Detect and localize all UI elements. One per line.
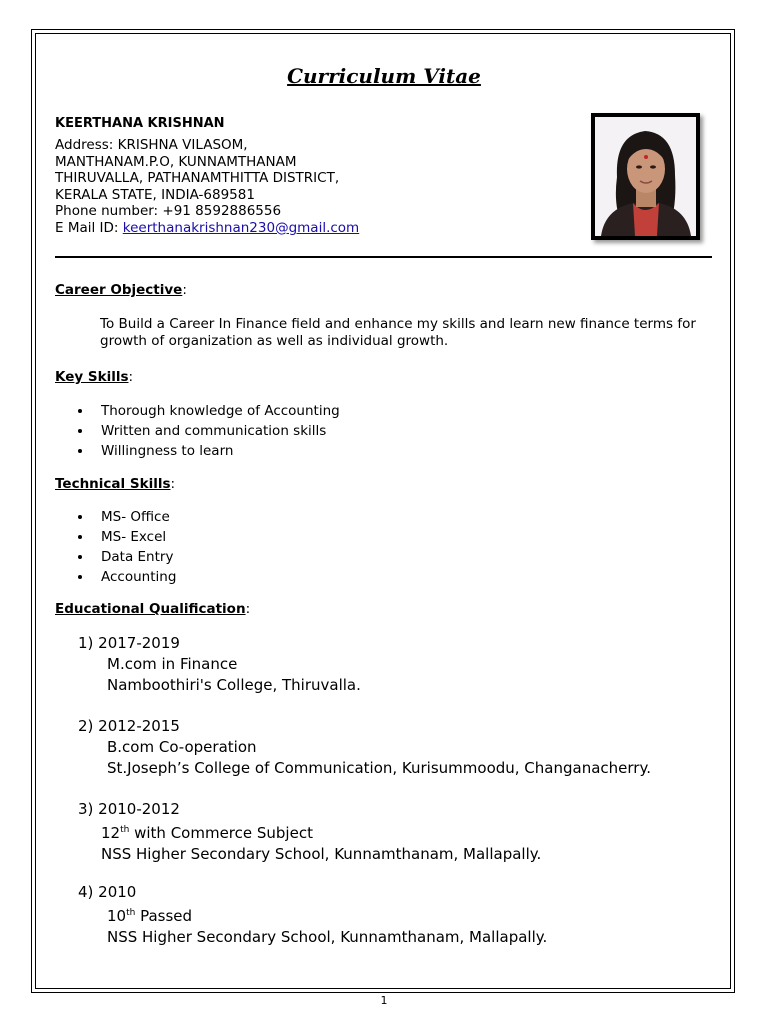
education-period: 2) 2012-2015	[78, 717, 180, 735]
key-skills-heading: Key Skills:	[55, 369, 134, 385]
education-degree: 10th Passed	[107, 907, 193, 925]
education-institution: St.Joseph’s College of Communication, Kurisummoodu, Changanacherry.	[107, 759, 651, 777]
contact-block	[55, 137, 359, 237]
list-item: Thorough knowledge of Accounting	[55, 401, 340, 421]
header-divider	[55, 256, 712, 258]
technical-skills-heading: Technical Skills:	[55, 476, 176, 492]
bullet-icon	[78, 429, 82, 433]
list-item: Willingness to learn	[55, 441, 340, 461]
list-item: Data Entry	[55, 547, 176, 567]
bullet-icon	[78, 535, 82, 539]
education-entry-4	[78, 882, 547, 948]
phone-number: Phone number: +91 8592886556	[55, 203, 282, 220]
profile-photo-image	[595, 117, 696, 236]
education-institution: NSS Higher Secondary School, Kunnamthanam, Mallapally.	[107, 928, 548, 946]
bullet-icon	[78, 449, 82, 453]
education-institution: Namboothiri's College, Thiruvalla.	[107, 676, 361, 694]
education-period: 1) 2017-2019	[78, 634, 180, 652]
bullet-icon	[78, 409, 82, 413]
address-line-1: Address: KRISHNA VILASOM,	[55, 137, 248, 153]
email-link[interactable]: keerthanakrishnan230@gmail.com	[122, 219, 360, 236]
address-line-2: MANTHANAM.P.O, KUNNAMTHANAM	[55, 153, 297, 170]
education-entry-1	[78, 633, 361, 696]
list-item: MS- Office	[55, 507, 176, 527]
bullet-icon	[78, 515, 82, 519]
bullet-icon	[78, 575, 82, 579]
technical-skills-list	[55, 507, 176, 587]
education-heading: Educational Qualification:	[55, 601, 251, 617]
career-objective-heading: Career Objective:	[55, 282, 187, 298]
email-label: E Mail ID:	[55, 219, 123, 236]
list-item: MS- Excel	[55, 527, 176, 547]
bullet-icon	[78, 555, 82, 559]
candidate-name: KEERTHANA KRISHNAN	[55, 116, 225, 131]
education-institution: NSS Higher Secondary School, Kunnamthanam, Mallapally.	[101, 845, 542, 863]
education-degree: B.com Co-operation	[107, 738, 257, 756]
key-skills-list	[55, 401, 340, 461]
address-line-4: KERALA STATE, INDIA-689581	[55, 186, 255, 203]
education-degree: M.com in Finance	[107, 655, 238, 673]
education-degree: 12th with Commerce Subject	[101, 824, 313, 842]
list-item: Written and communication skills	[55, 421, 340, 441]
profile-photo	[591, 113, 700, 240]
address-line-3: THIRUVALLA, PATHANAMTHITTA DISTRICT,	[55, 170, 340, 187]
education-entry-3	[78, 799, 541, 865]
career-objective-text: To Build a Career In Finance field and enhance my skills and learn new finance terms for growth of organization as well as individual growth.	[100, 316, 696, 349]
email-line	[55, 220, 359, 237]
page-number: 1	[380, 994, 388, 1007]
document-title: Curriculum Vitae	[287, 64, 481, 88]
education-period: 3) 2010-2012	[78, 800, 180, 818]
portrait-illustration	[595, 117, 696, 236]
education-entry-2	[78, 716, 651, 779]
education-period: 4) 2010	[78, 883, 137, 901]
list-item: Accounting	[55, 567, 176, 587]
